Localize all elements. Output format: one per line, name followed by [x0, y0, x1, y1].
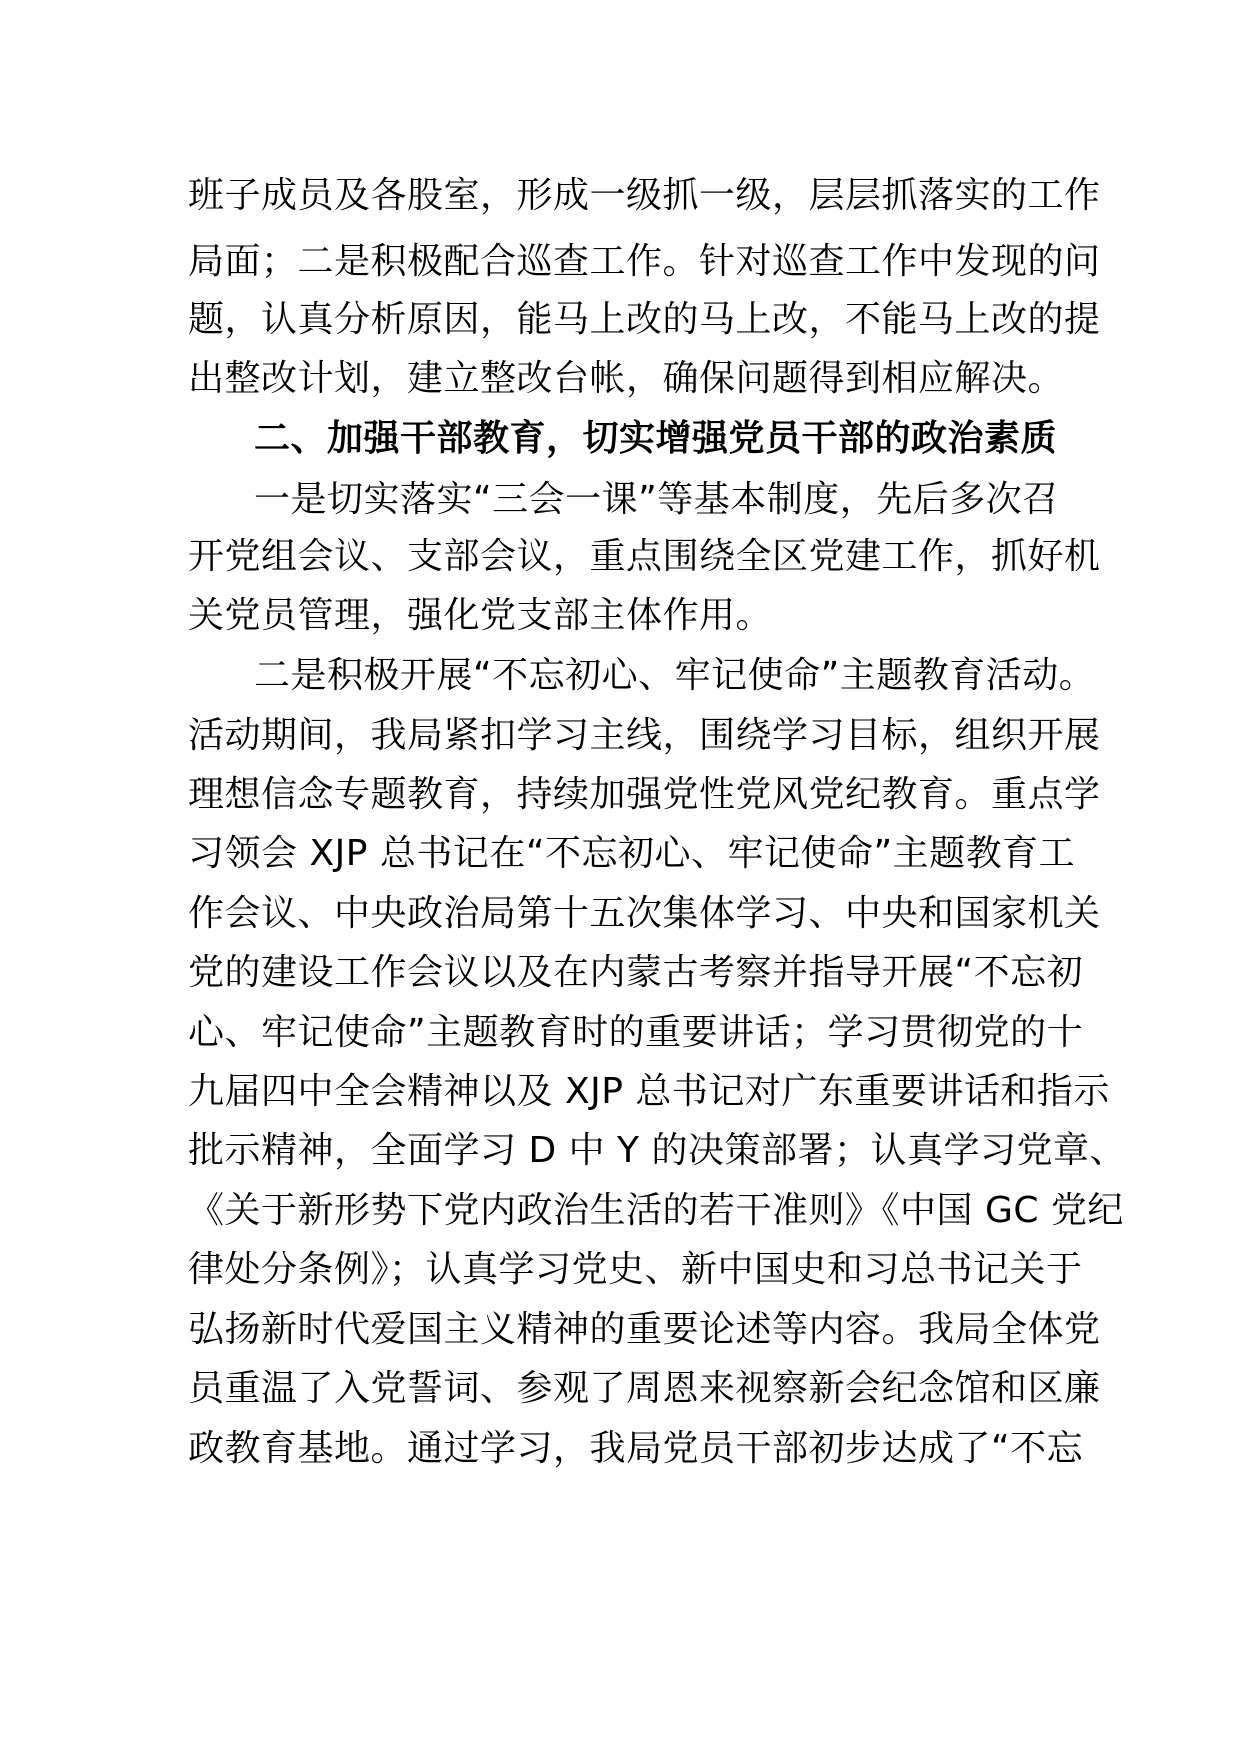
- body-text-line: 作会议、中央政治局第十五次集体学习、中央和国家机关: [188, 893, 1101, 934]
- body-text-line: 《关于新形势下党内政治生活的若干准则》《中国 GC 党纪: [188, 1190, 1124, 1231]
- body-text-line: 二是积极开展“不忘初心、牢记使命”主题教育活动。: [254, 655, 1096, 696]
- body-text-line: 批示精神，全面学习 D 中 Y 的决策部署；认真学习党章、: [188, 1130, 1126, 1171]
- body-text-line: 题，认真分析原因，能马上改的马上改，不能马上改的提: [188, 299, 1101, 340]
- body-text-line: 班子成员及各股室，形成一级抓一级，层层抓落实的工作: [188, 175, 1101, 216]
- body-text-line: 九届四中全会精神以及 XJP 总书记对广东重要讲话和指示: [188, 1071, 1110, 1112]
- body-text-line: 关党员管理，强化党支部主体作用。: [188, 595, 773, 636]
- body-text-line: 党的建设工作会议以及在内蒙古考察并指导开展“不忘初: [188, 952, 1084, 993]
- body-text-line: 员重温了入党誓词、参观了周恩来视察新会纪念馆和区廉: [188, 1368, 1101, 1409]
- body-text-line: 政教育基地。通过学习，我局党员干部初步达成了“不忘: [188, 1428, 1084, 1469]
- body-text-line: 开党组会议、支部会议，重点围绕全区党建工作，抓好机: [188, 536, 1101, 577]
- section-heading: 二、加强干部教育，切实增强党员干部的政治素质: [254, 418, 1058, 459]
- body-text-line: 活动期间，我局紧扣学习主线，围绕学习目标，组织开展: [188, 715, 1101, 756]
- body-text-line: 一是切实落实“三会一课”等基本制度，先后多次召: [254, 479, 1059, 520]
- body-text-line: 心、牢记使命”主题教育时的重要讲话；学习贯彻党的十: [188, 1012, 1084, 1053]
- body-text-line: 习领会 XJP 总书记在“不忘初心、牢记使命”主题教育工: [188, 833, 1076, 874]
- body-text-line: 出整改计划，建立整改台帐，确保问题得到相应解决。: [188, 358, 1065, 399]
- body-text-line: 律处分条例》；认真学习党史、新中国史和习总书记关于: [188, 1249, 1083, 1290]
- body-text-line: 弘扬新时代爱国主义精神的重要论述等内容。我局全体党: [188, 1309, 1101, 1350]
- body-text-line: 理想信念专题教育，持续加强党性党风党纪教育。重点学: [188, 774, 1101, 815]
- body-text-line: 局面；二是积极配合巡查工作。针对巡查工作中发现的问: [188, 241, 1101, 282]
